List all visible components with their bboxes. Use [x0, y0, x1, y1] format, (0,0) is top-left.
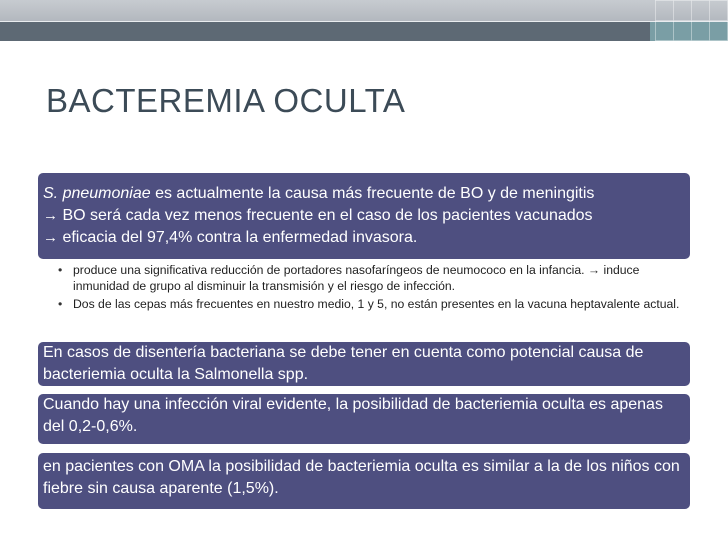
- arrow-right-icon: →: [587, 263, 601, 277]
- oma-box: [38, 453, 690, 509]
- bullet-1-part-1: produce una significativa reducción de portadores nasofaríngeos de neumococo en la infancia.: [73, 263, 588, 277]
- pneumoniae-line-2: [43, 205, 684, 227]
- list-item: [58, 262, 688, 294]
- arrow-right-icon: →: [43, 229, 58, 246]
- bullet-1-part-2: induce inmunidad de grupo al disminuir la transmisión y el riesgo de infección.: [73, 263, 640, 293]
- salmonella-box: [38, 342, 690, 386]
- oma-text: en pacientes con OMA la posibilidad de bacteriemia oculta es similar a la de los niños con fiebre sin causa aparente (1,5%).: [43, 458, 680, 497]
- pneumoniae-line-1: [43, 183, 684, 205]
- slide-title: BACTEREMIA OCULTA: [46, 82, 406, 119]
- header-grid-decoration: [655, 0, 728, 41]
- header-dark-strip: [0, 22, 650, 41]
- header-band: [0, 0, 728, 41]
- line-3-text: eficacia del 97,4% contra la enfermedad invasora.: [58, 229, 418, 246]
- line-2-text: BO será cada vez menos frecuente en el caso de los pacientes vacunados: [58, 207, 593, 224]
- viral-infection-box: [38, 394, 690, 444]
- species-name: S. pneumoniae: [43, 185, 151, 202]
- bullet-list: [58, 262, 688, 314]
- salmonella-text: En casos de disentería bacteriana se debe tener en cuenta como potencial causa de bacteriemia oculta la Salmonella spp.: [43, 344, 644, 383]
- bullet-2-text: Dos de las cepas más frecuentes en nuestro medio, 1 y 5, no están presentes en la vacuna heptavalente actual.: [73, 297, 680, 311]
- line-1-text: es actualmente la causa más frecuente de BO y de meningitis: [150, 185, 595, 202]
- arrow-right-icon: →: [43, 207, 58, 224]
- pneumoniae-box: [38, 173, 690, 259]
- pneumoniae-line-3: [43, 227, 684, 249]
- list-item: [58, 296, 688, 312]
- viral-infection-text: Cuando hay una infección viral evidente, la posibilidad de bacteriemia oculta es apenas del 0,2-0,6%.: [43, 396, 663, 435]
